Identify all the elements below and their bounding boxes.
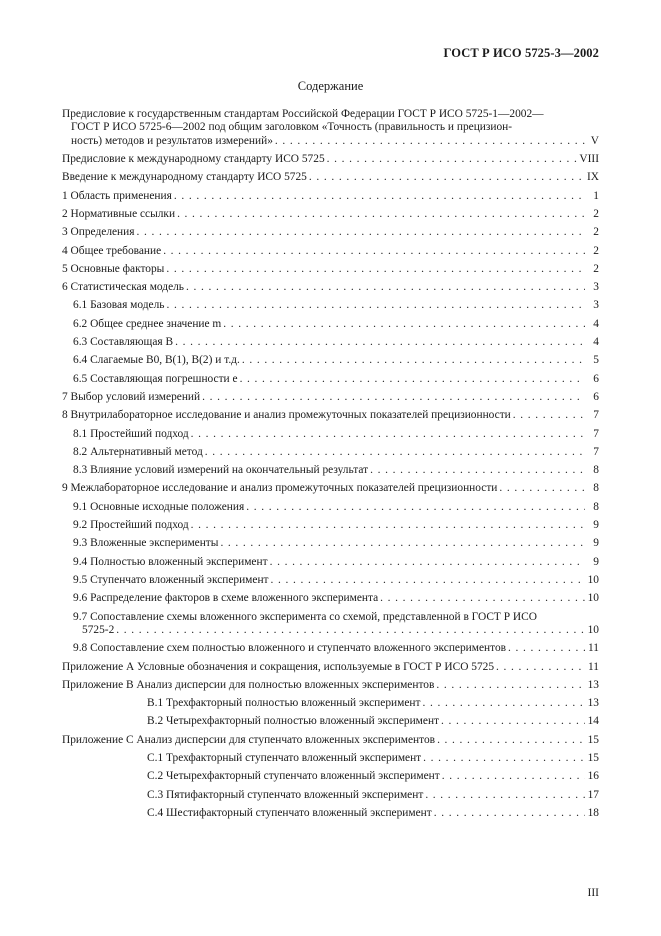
toc-entry[interactable] [62, 108, 599, 148]
toc-entry-page: 10 [587, 623, 599, 636]
toc-entry-title: С.4 Шестифакторный ступенчато вложенный эксперимент [147, 806, 432, 819]
toc-leader-dots [240, 373, 585, 386]
toc-leader-dots [270, 556, 585, 569]
toc-entry[interactable] [62, 190, 599, 203]
toc-entry[interactable] [62, 336, 599, 349]
toc-entry-page: 15 [587, 752, 599, 765]
toc-entry[interactable] [62, 519, 599, 532]
toc-entry-title: Предисловие к международному стандарту ИСО 5725 [62, 153, 325, 166]
toc-entry-title: 9.3 Вложенные эксперименты [73, 537, 219, 550]
table-of-contents [62, 108, 599, 825]
toc-entry-title: 4 Общее требование [62, 244, 162, 257]
toc-leader-dots [436, 679, 585, 692]
toc-entry[interactable] [62, 482, 599, 495]
toc-entry-title: 9.8 Сопоставление схем полностью вложенного и ступенчато вложенного экспериментов [73, 642, 507, 655]
toc-entry-page: 3 [593, 281, 599, 294]
toc-leader-dots [186, 281, 585, 294]
toc-entry-title: 7 Выбор условий измерений [62, 390, 201, 403]
toc-entry-line: Предисловие к государственным стандартам Российской Федерации ГОСТ Р ИСО 5725-1—2002— [62, 108, 544, 120]
toc-entry-title: В.2 Четырехфакторный полностью вложенный эксперимент [147, 715, 440, 728]
toc-entry[interactable] [62, 299, 599, 312]
toc-leader-dots [508, 642, 585, 655]
toc-entry-page: 6 [593, 390, 599, 403]
toc-entry-title: В.1 Трехфакторный полностью вложенный эксперимент [147, 697, 421, 710]
toc-entry-page: 8 [593, 482, 599, 495]
page-number: III [587, 887, 599, 899]
toc-leader-dots [327, 153, 578, 166]
toc-entry-line: ГОСТ Р ИСО 5725-6—2002 под общим заголовком «Точность (правильность и прецизион- [71, 121, 513, 134]
toc-entry-title: 6.5 Составляющая погрешности e [73, 372, 238, 385]
toc-entry-page: 14 [587, 715, 599, 728]
toc-entry[interactable] [62, 428, 599, 441]
toc-entry-page: 15 [587, 733, 599, 746]
toc-leader-dots [191, 519, 585, 532]
toc-entry-page: 2 [593, 226, 599, 239]
toc-entry[interactable] [62, 611, 599, 638]
toc-entry-page: 13 [587, 697, 599, 710]
toc-entry-page: VIII [579, 153, 599, 166]
toc-entry[interactable] [62, 661, 599, 674]
toc-leader-dots [220, 537, 585, 550]
toc-leader-dots [309, 171, 585, 184]
toc-entry-page: V [590, 134, 599, 147]
toc-leader-dots [175, 336, 585, 349]
toc-entry-page: 7 [593, 445, 599, 458]
toc-entry-page: 16 [587, 770, 599, 783]
toc-entry-page: 10 [587, 592, 599, 605]
toc-entry[interactable] [62, 592, 599, 605]
toc-entry-title: 9.6 Распределение факторов в схеме вложенного эксперимента [73, 592, 379, 605]
toc-entry[interactable] [62, 318, 599, 331]
toc-entry-title: С.2 Четырехфакторный ступенчато вложенный эксперимент [147, 770, 440, 783]
toc-leader-dots [370, 464, 585, 477]
toc-entry-page: 11 [588, 660, 599, 673]
toc-leader-dots [425, 789, 585, 802]
toc-entry[interactable] [62, 446, 599, 459]
toc-entry[interactable] [62, 556, 599, 569]
toc-leader-dots [437, 734, 585, 747]
toc-entry[interactable] [62, 208, 599, 221]
toc-entry[interactable] [62, 537, 599, 550]
toc-entry-title: 6.2 Общее среднее значение m [73, 317, 222, 330]
toc-entry[interactable] [62, 245, 599, 258]
toc-entry-title: Приложение В Анализ дисперсии для полностью вложенных экспериментов [62, 678, 435, 691]
toc-entry-page: 7 [593, 427, 599, 440]
toc-entry[interactable] [62, 263, 599, 276]
toc-entry-title: 5 Основные факторы [62, 262, 165, 275]
toc-entry[interactable] [62, 715, 599, 728]
toc-entry-title: С.3 Пятифакторный ступенчато вложенный эксперимент [147, 788, 424, 801]
toc-entry-page: 2 [593, 262, 599, 275]
toc-entry-page: 6 [593, 372, 599, 385]
toc-entry-title: 6 Статистическая модель [62, 281, 185, 294]
toc-entry-line: 9.7 Сопоставление схемы вложенного эксперимента со схемой, представленной в ГОСТ Р ИСО [73, 610, 537, 623]
toc-entry[interactable] [62, 752, 599, 765]
toc-leader-dots [205, 446, 585, 459]
toc-entry[interactable] [62, 642, 599, 655]
toc-entry-page: 18 [587, 806, 599, 819]
toc-entry-title: 9.4 Полностью вложенный эксперимент [73, 555, 268, 568]
toc-entry-title: 6.3 Составляющая B [73, 336, 174, 349]
toc-entry-title: 3 Определения [62, 226, 135, 239]
toc-leader-dots [242, 354, 585, 367]
toc-leader-dots [380, 592, 585, 605]
toc-entry[interactable] [62, 464, 599, 477]
toc-entry-title: 1 Область применения [62, 189, 172, 202]
toc-entry-title: ность) методов и результатов измерений» [71, 134, 273, 147]
toc-entry[interactable] [62, 354, 599, 367]
toc-leader-dots [513, 409, 585, 422]
toc-leader-dots [163, 245, 585, 258]
toc-entry-page: 9 [593, 555, 599, 568]
toc-leader-dots [275, 135, 585, 148]
toc-entry[interactable] [62, 574, 599, 587]
toc-entry-title: 9 Межлабораторное исследование и анализ промежуточных показателей прецизионности [62, 482, 498, 495]
toc-entry-page: 7 [593, 409, 599, 422]
toc-entry[interactable] [62, 789, 599, 802]
toc-entry[interactable] [62, 373, 599, 386]
toc-entry-page: IX [586, 171, 599, 184]
toc-entry[interactable] [62, 770, 599, 783]
toc-entry-page: 2 [593, 208, 599, 220]
toc-leader-dots [223, 318, 585, 331]
toc-leader-dots [423, 752, 585, 765]
toc-entry-page: 8 [593, 500, 599, 513]
toc-entry-page: 4 [593, 336, 599, 349]
toc-entry-page: 17 [587, 788, 599, 801]
toc-entry-title: 5725-2 [82, 623, 115, 636]
toc-entry[interactable] [62, 391, 599, 404]
toc-entry[interactable] [62, 281, 599, 294]
toc-entry-title: 8.3 Влияние условий измерений на окончательный результат [73, 464, 369, 477]
document-header: ГОСТ Р ИСО 5725-3—2002 [443, 46, 599, 60]
toc-entry[interactable] [62, 171, 599, 184]
toc-leader-dots [246, 501, 585, 514]
toc-entry-page: 2 [593, 244, 599, 257]
toc-entry-page: 4 [593, 317, 599, 330]
toc-leader-dots [499, 482, 585, 495]
toc-leader-dots [174, 190, 585, 203]
toc-entry-page: 3 [593, 299, 599, 312]
toc-leader-dots [166, 263, 585, 276]
toc-entry-title: Введение к международному стандарту ИСО 5725 [62, 171, 307, 184]
toc-entry-title: 8.1 Простейший подход [73, 427, 189, 440]
toc-entry-title: Приложение С Анализ дисперсии для ступенчато вложенных экспериментов [62, 733, 436, 746]
toc-entry-page: 9 [593, 537, 599, 550]
toc-leader-dots [137, 226, 586, 239]
toc-entry[interactable] [62, 734, 599, 747]
toc-entry[interactable] [62, 807, 599, 820]
toc-entry[interactable] [62, 679, 599, 692]
toc-entry-title: 2 Нормативные ссылки [62, 208, 176, 220]
toc-leader-dots [191, 428, 585, 441]
toc-leader-dots [116, 624, 585, 637]
toc-leader-dots [271, 574, 585, 587]
toc-entry-title: 8.2 Альтернативный метод [73, 445, 203, 458]
toc-entry[interactable] [62, 501, 599, 514]
toc-entry-page: 8 [593, 464, 599, 477]
toc-entry-title: С.1 Трехфакторный ступенчато вложенный эксперимент [147, 752, 422, 765]
toc-entry-title: 6.1 Базовая модель [73, 299, 165, 312]
toc-leader-dots [434, 807, 585, 820]
toc-entry[interactable] [62, 697, 599, 710]
toc-entry-page: 10 [587, 573, 599, 586]
toc-entry[interactable] [62, 226, 599, 239]
toc-title: Содержание [297, 79, 364, 93]
toc-entry-page: 9 [593, 519, 599, 532]
toc-leader-dots [496, 661, 585, 674]
toc-entry-title: 6.4 Слагаемые B0, B(1), B(2) и т.д. [73, 354, 240, 367]
toc-entry-title: 9.1 Основные исходные положения [73, 500, 245, 513]
toc-leader-dots [422, 697, 585, 710]
toc-entry-page: 5 [593, 354, 599, 367]
toc-leader-dots [202, 391, 585, 404]
toc-entry[interactable] [62, 153, 599, 166]
toc-entry-title: 9.5 Ступенчато вложенный эксперимент [73, 573, 269, 586]
toc-entry-page: 11 [588, 642, 599, 655]
toc-entry[interactable] [62, 409, 599, 422]
toc-leader-dots [441, 715, 585, 728]
toc-entry-title: 8 Внутрилабораторное исследование и анализ промежуточных показателей прецизионности [62, 409, 511, 422]
toc-entry-title: 9.2 Простейший подход [73, 519, 189, 532]
toc-leader-dots [177, 208, 585, 221]
toc-entry-title: Приложение А Условные обозначения и сокращения, используемые в ГОСТ Р ИСО 5725 [62, 660, 495, 673]
toc-entry-page: 13 [587, 678, 599, 691]
toc-leader-dots [167, 299, 586, 312]
toc-entry-page: 1 [593, 189, 599, 202]
toc-leader-dots [442, 770, 585, 783]
